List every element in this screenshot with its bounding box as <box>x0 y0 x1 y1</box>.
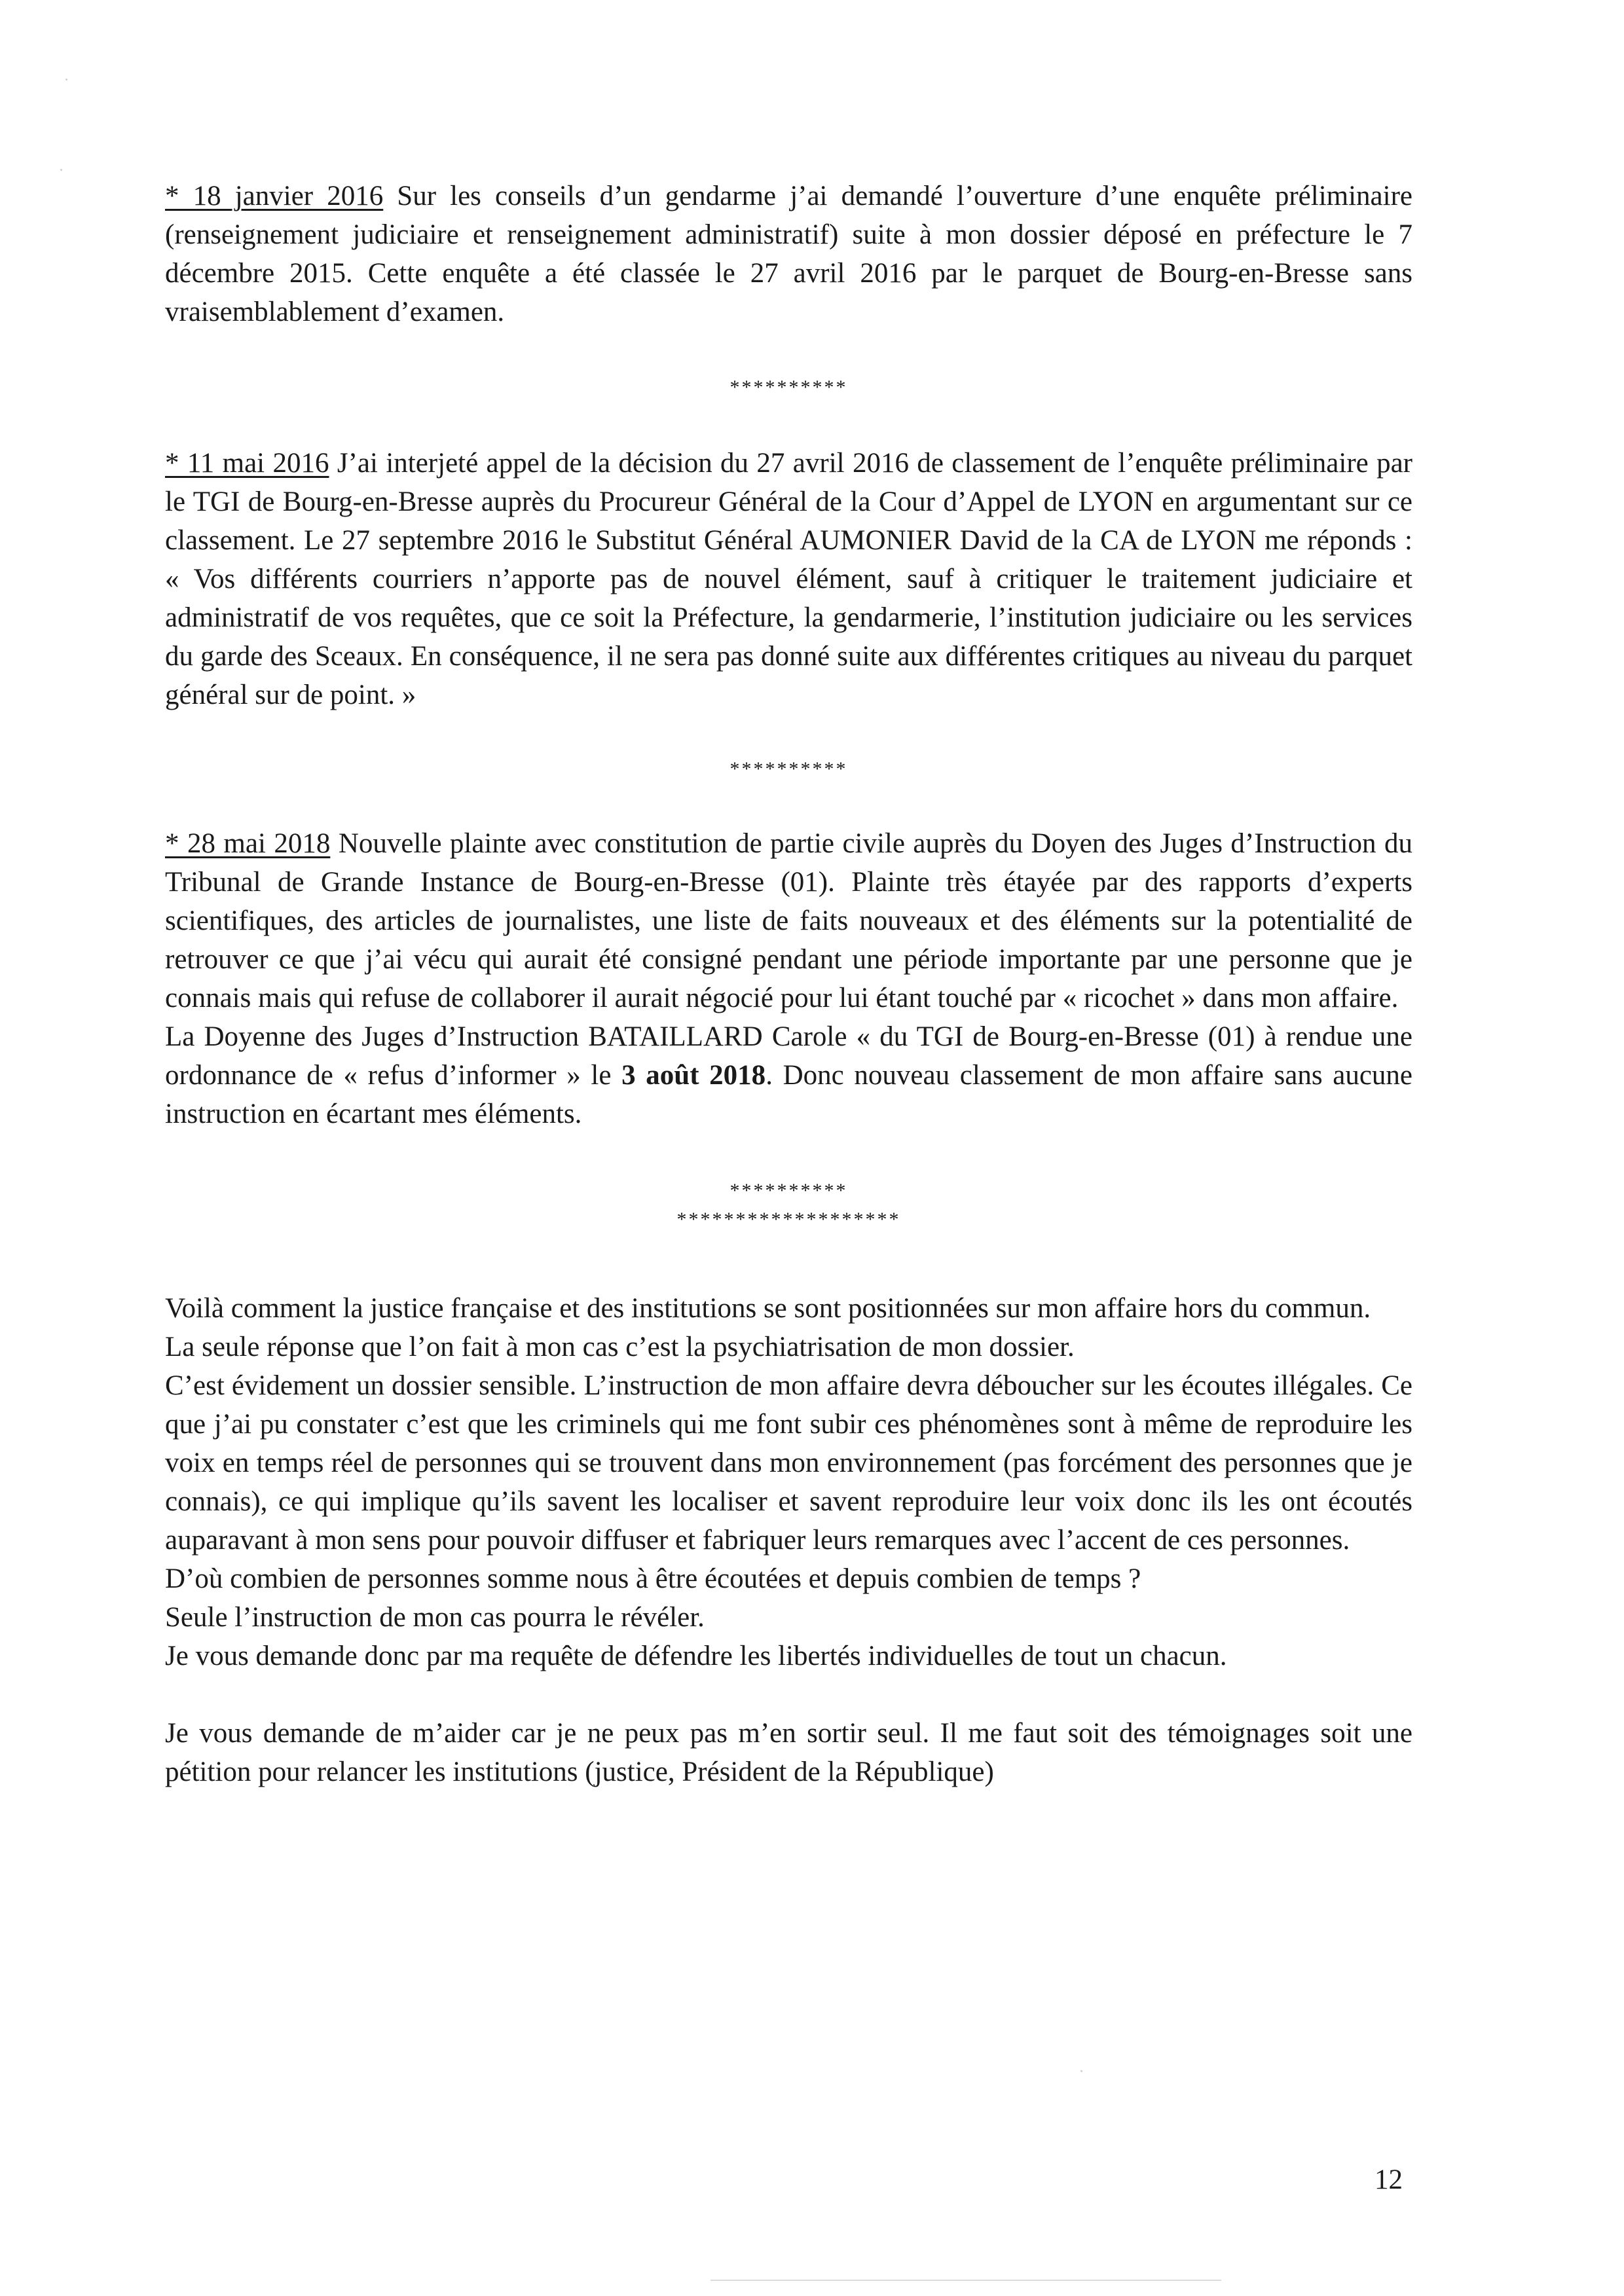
conclusion-line: Seule l’instruction de mon cas pourra le révéler. <box>165 1602 705 1633</box>
conclusion-line: Voilà comment la justice française et des institutions se sont positionnées sur mon affaire hors du commun. <box>165 1293 1371 1324</box>
conclusion-line: La seule réponse que l’on fait à mon cas c’est la psychiatrisation de mon dossier. <box>165 1332 1075 1362</box>
followup-text-before: La Doyenne des Juges d’Instruction BATAILLARD Carole « du TGI de Bourg-en-Bresse (01) à rendue une ordonnance de « refus d’informer » le <box>165 1021 1412 1091</box>
entry-text: Nouvelle plainte avec constitution de partie civile auprès du Doyen des Juges d’Instruction du Tribunal de Grande Instance de Bourg-en-Bresse (01). Plainte très étayée par des rapports d’experts scientifiques, des articles de journalistes, une liste de faits nouveaux et des éléments sur la potentialité de retrouver ce que j’ai vécu qui aurait été consigné pendant une période importante par une personne que je connais mais qui refuse de collaborer il aurait négocié pour lui étant touché par « ricochet » dans mon affaire. <box>165 828 1413 1013</box>
conclusion-line: Je vous demande donc par ma requête de défendre les libertés individuelles de tout un chacun. <box>165 1641 1227 1671</box>
scan-speck <box>1080 2070 1082 2072</box>
followup-date-bold: 3 août 2018 <box>621 1060 766 1091</box>
scan-speck <box>65 79 67 81</box>
separator: ********** <box>729 376 848 398</box>
separator: ********** <box>729 758 848 780</box>
entry-followup <box>165 1017 1412 1133</box>
followup-text-after: . Donc nouveau classement de mon affaire sans aucune instruction en écartant mes éléments. <box>165 1060 1412 1129</box>
entry-18-janvier-2016 <box>165 177 1412 331</box>
document-page <box>165 177 1412 1791</box>
separator: ********** <box>729 1180 848 1201</box>
page-number: 12 <box>1375 2164 1403 2195</box>
entry-11-mai-2016 <box>165 444 1412 714</box>
entry-text: Sur les conseils d’un gendarme j’ai demandé l’ouverture d’une enquête préliminaire (renseignement judiciaire et renseignement administratif) suite à mon dossier déposé en préfecture le 7 décembre 2015. Cette enquête a été classée le 27 avril 2016 par le parquet de Bourg-en-Bresse sans vraisemblablement d’examen. <box>165 181 1412 327</box>
closing-paragraph: Je vous demande de m’aider car je ne peux pas m’en sortir seul. Il me faut soit des témoignages soit une pétition pour relancer les institutions (justice, Président de la République) <box>165 1718 1412 1787</box>
scan-speck <box>60 169 62 171</box>
entry-date: * 18 janvier 2016 <box>165 181 384 211</box>
entry-date: * 11 mai 2016 <box>165 448 329 479</box>
scan-edge-line <box>710 2280 1221 2281</box>
entry-28-mai-2018 <box>165 824 1412 1133</box>
conclusion-paragraph <box>165 1289 1412 1675</box>
entry-text: J’ai interjeté appel de la décision du 27 avril 2016 de classement de l’enquête préliminaire par le TGI de Bourg-en-Bresse auprès du Procureur Général de la Cour d’Appel de LYON en argumentant sur ce classement. Le 27 septembre 2016 le Substitut Général AUMONIER David de la CA de LYON me réponds : « Vos différents courriers n’apporte pas de nouvel élément, sauf à critiquer le traitement judiciaire et administratif de vos requêtes, que ce soit la Préfecture, la gendarmerie, l’institution judiciaire ou les services du garde des Sceaux. En conséquence, il ne sera pas donné suite aux différentes critiques au niveau du parquet général sur de point. » <box>165 448 1412 710</box>
entry-date: * 28 mai 2018 <box>165 828 331 859</box>
conclusion-line: C’est évidement un dossier sensible. L’instruction de mon affaire devra déboucher sur les écoutes illégales. Ce que j’ai pu constater c’est que les criminels qui me font subir ces phénomènes sont à même de reproduire les voix en temps réel de personnes qui se trouvent dans mon environnement (pas forcément des personnes que je connais), ce qui implique qu’ils savent les localiser et savent reproduire leur voix donc ils les ont écoutés auparavant à mon sens pour pouvoir diffuser et fabriquer leurs remarques avec l’accent de ces personnes. <box>165 1370 1412 1556</box>
conclusion-line: D’où combien de personnes somme nous à être écoutées et depuis combien de temps ? <box>165 1563 1141 1594</box>
separator-long: ******************* <box>676 1209 901 1230</box>
